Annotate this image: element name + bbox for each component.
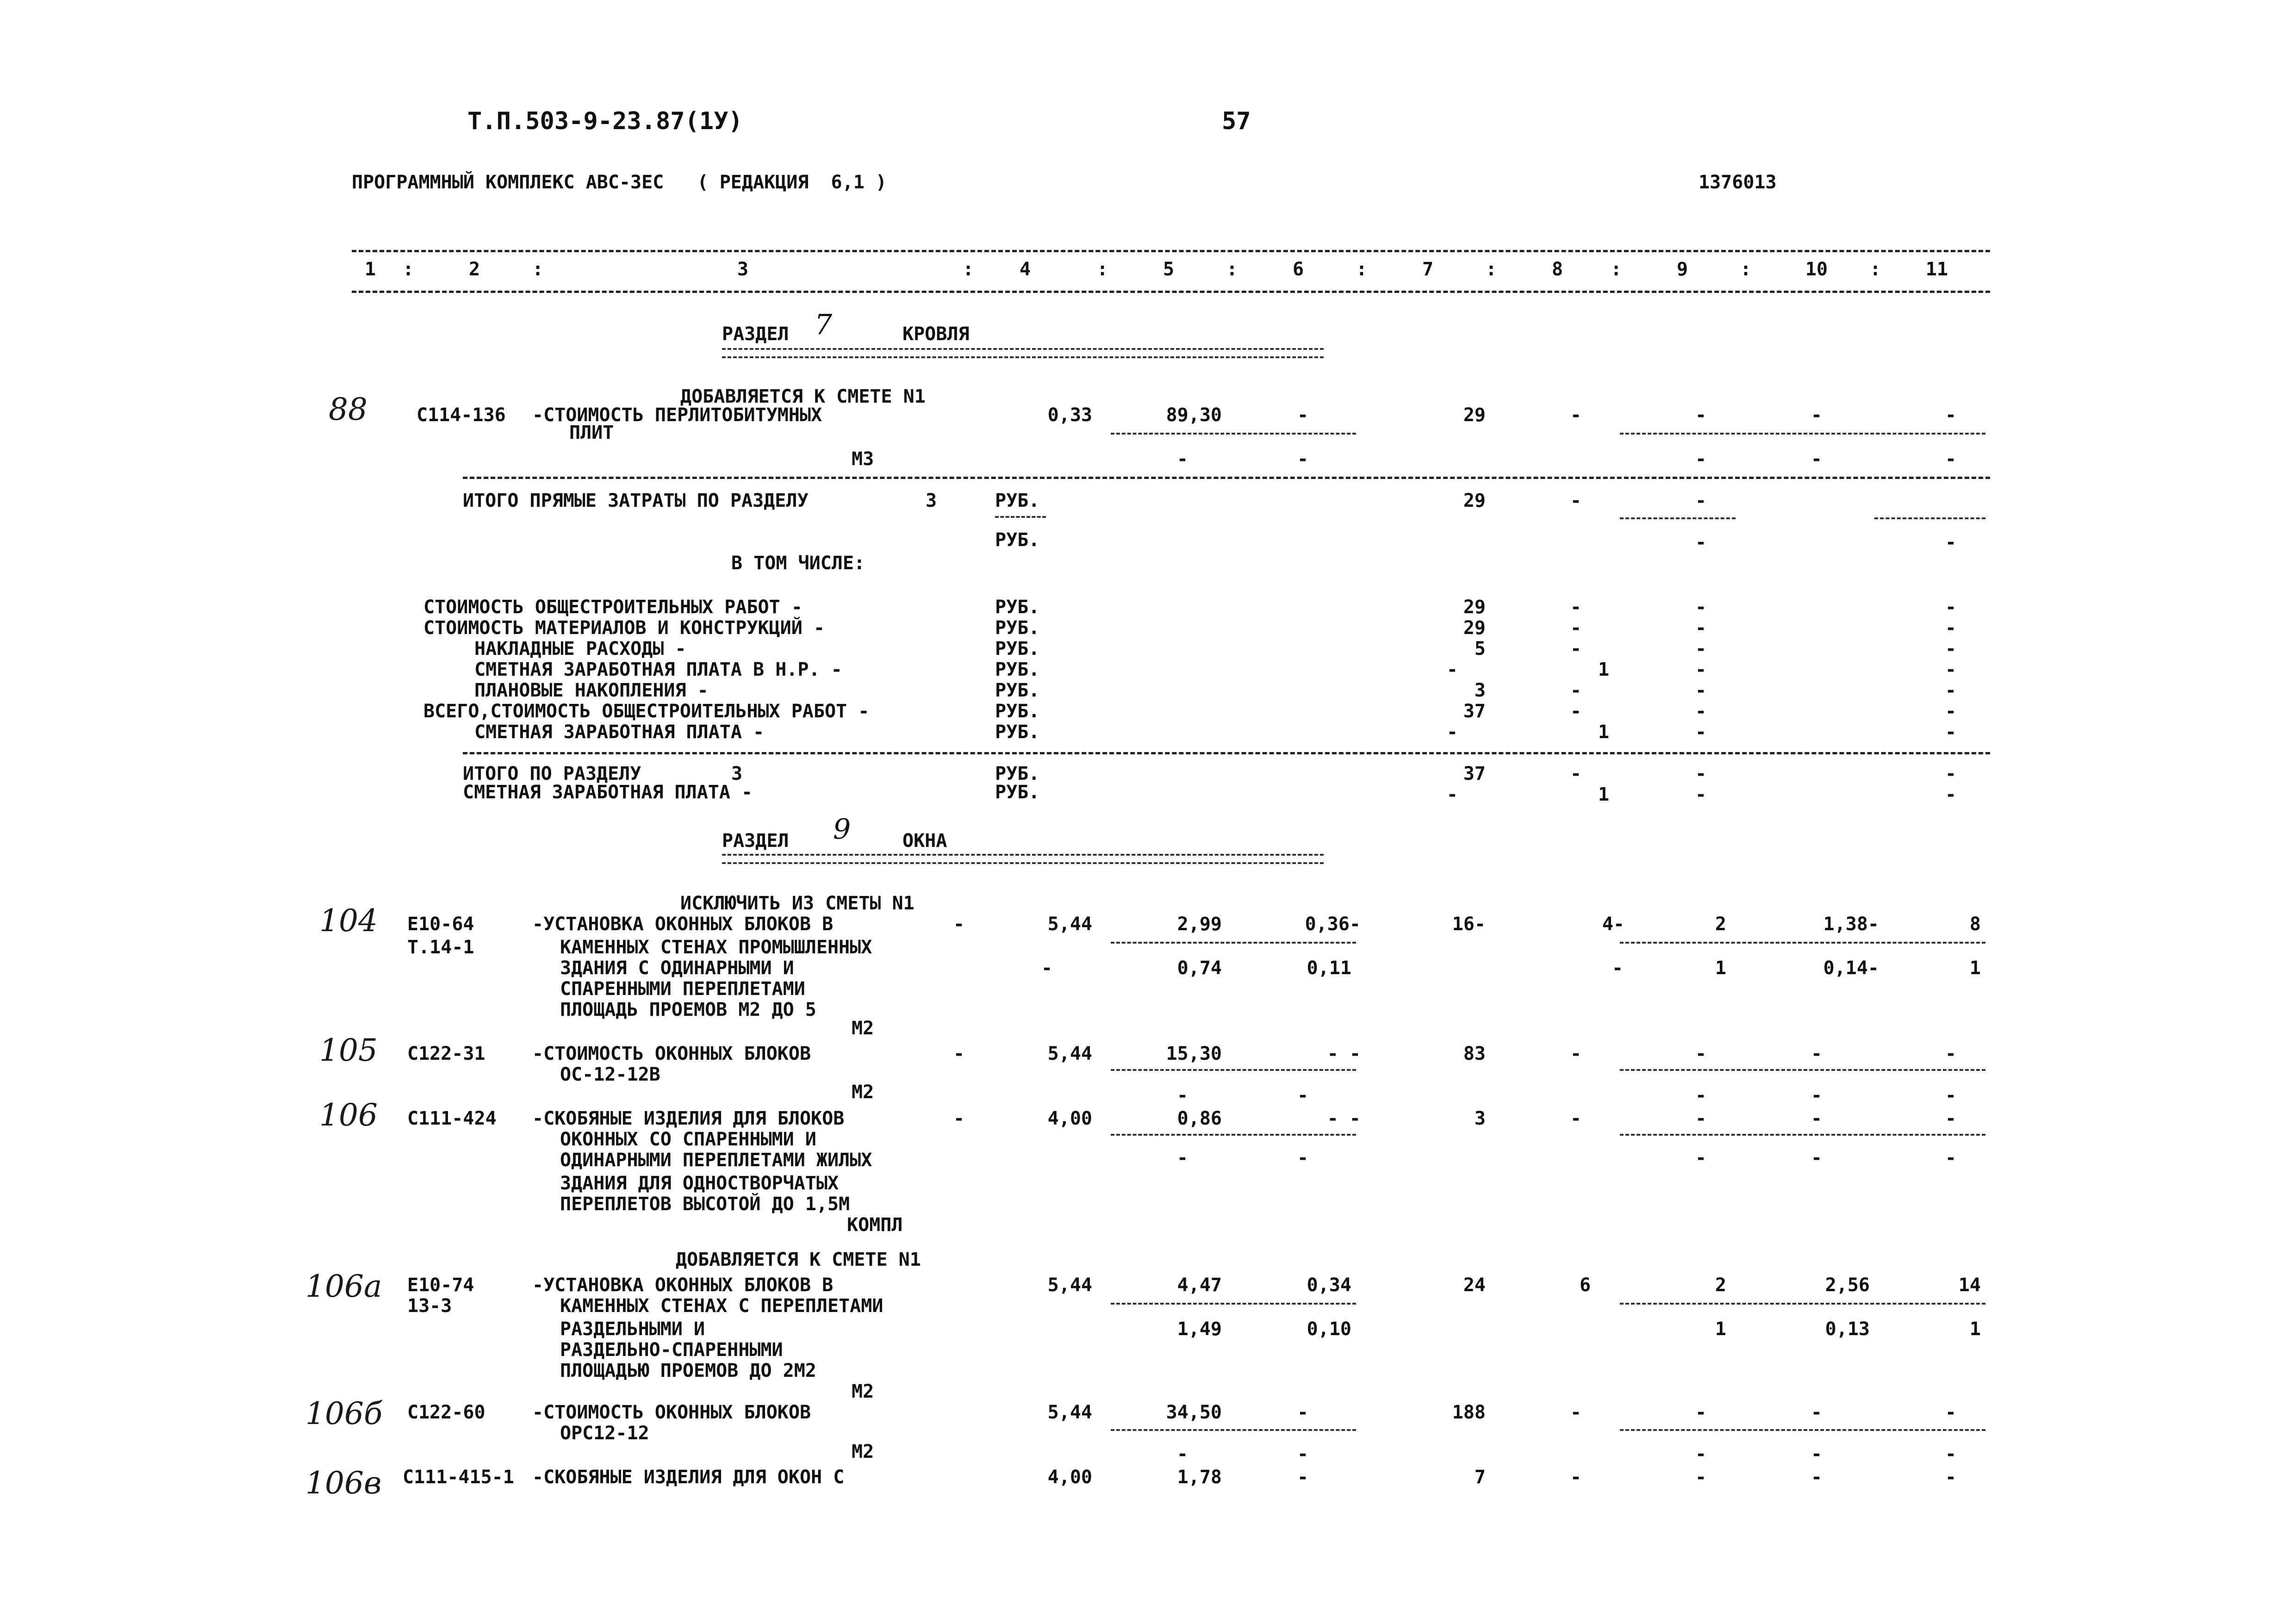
section-label: РАЗДЕЛ bbox=[722, 323, 789, 345]
page-number: 57 bbox=[1222, 107, 1251, 135]
doc-number: 1376013 bbox=[1699, 172, 1777, 193]
section-9-underline bbox=[722, 854, 1324, 864]
exclude-title: ИСКЛЮЧИТЬ ИЗ СМЕТЫ N1 bbox=[680, 893, 915, 914]
cell-c8: - bbox=[1570, 404, 1582, 426]
list-item: СМЕТНАЯ ЗАРАБОТНАЯ ПЛАТА В Н.Р. - bbox=[474, 659, 842, 680]
cell-c10: - bbox=[1811, 404, 1823, 426]
col-3: 3 bbox=[737, 259, 749, 280]
including-label: В ТОМ ЧИСЛЕ: bbox=[731, 553, 865, 574]
cell-c5: 89,30 bbox=[1166, 404, 1222, 426]
program-line: ПРОГРАММНЫЙ КОМПЛЕКС АВС-3ЕС ( РЕДАКЦИЯ 6,1 ) bbox=[352, 172, 887, 193]
section-7-underline bbox=[722, 348, 1324, 358]
header-rule-bottom bbox=[352, 291, 1990, 293]
item-unit: М3 bbox=[852, 448, 874, 470]
cell-c11: - bbox=[1945, 404, 1957, 426]
cell-c7: 29 bbox=[1463, 404, 1486, 426]
col-7: 7 bbox=[1422, 259, 1434, 280]
doc-code: Т.П.503-9-23.87(1У) bbox=[467, 107, 743, 135]
list-item: ВСЕГО,СТОИМОСТЬ ОБЩЕСТРОИТЕЛЬНЫХ РАБОТ - bbox=[423, 701, 870, 722]
col-6: 6 bbox=[1292, 259, 1304, 280]
list-item: НАКЛАДНЫЕ РАСХОДЫ - bbox=[474, 638, 686, 659]
header-rule-top bbox=[352, 250, 1990, 252]
section-7-subtitle: ДОБАВЛЯЕТСЯ К СМЕТЕ N1 bbox=[680, 386, 926, 407]
col-5: 5 bbox=[1163, 259, 1175, 280]
handwritten-position: 88 bbox=[329, 392, 367, 427]
item-name-cont: ПЛИТ bbox=[569, 422, 614, 443]
section-name: ОКНА bbox=[902, 830, 947, 852]
section-name: КРОВЛЯ bbox=[902, 323, 970, 345]
list-item: СТОИМОСТЬ ОБЩЕСТРОИТЕЛЬНЫХ РАБОТ - bbox=[423, 597, 803, 618]
section-label: РАЗДЕЛ bbox=[722, 830, 789, 852]
add-title: ДОБАВЛЯЕТСЯ К СМЕТЕ N1 bbox=[676, 1249, 921, 1270]
col-10: 10 bbox=[1805, 259, 1828, 280]
item-name: -СТОИМОСТЬ ПЕРЛИТОБИТУМНЫХ bbox=[532, 404, 822, 426]
col-8: 8 bbox=[1551, 259, 1563, 280]
section-number: 7 bbox=[815, 309, 833, 341]
item-code: С114-136 bbox=[417, 404, 506, 426]
section-number: 9 bbox=[833, 813, 851, 846]
col-2: 2 bbox=[468, 259, 480, 280]
list-item: СТОИМОСТЬ МАТЕРИАЛОВ И КОНСТРУКЦИЙ - bbox=[423, 617, 825, 639]
cell-c6: - bbox=[1297, 404, 1309, 426]
direct-costs-label: ИТОГО ПРЯМЫЕ ЗАТРАТЫ ПО РАЗДЕЛУ bbox=[463, 490, 809, 511]
cell-c4: 0,33 bbox=[1047, 404, 1092, 426]
col-11: 11 bbox=[1925, 259, 1948, 280]
cell-c9: - bbox=[1695, 404, 1707, 426]
list-item: ПЛАНОВЫЕ НАКОПЛЕНИЯ - bbox=[474, 680, 709, 701]
col-9: 9 bbox=[1676, 259, 1688, 280]
col-1: 1 bbox=[364, 259, 376, 280]
col-4: 4 bbox=[1019, 259, 1031, 280]
list-item: СМЕТНАЯ ЗАРАБОТНАЯ ПЛАТА - bbox=[474, 721, 765, 743]
